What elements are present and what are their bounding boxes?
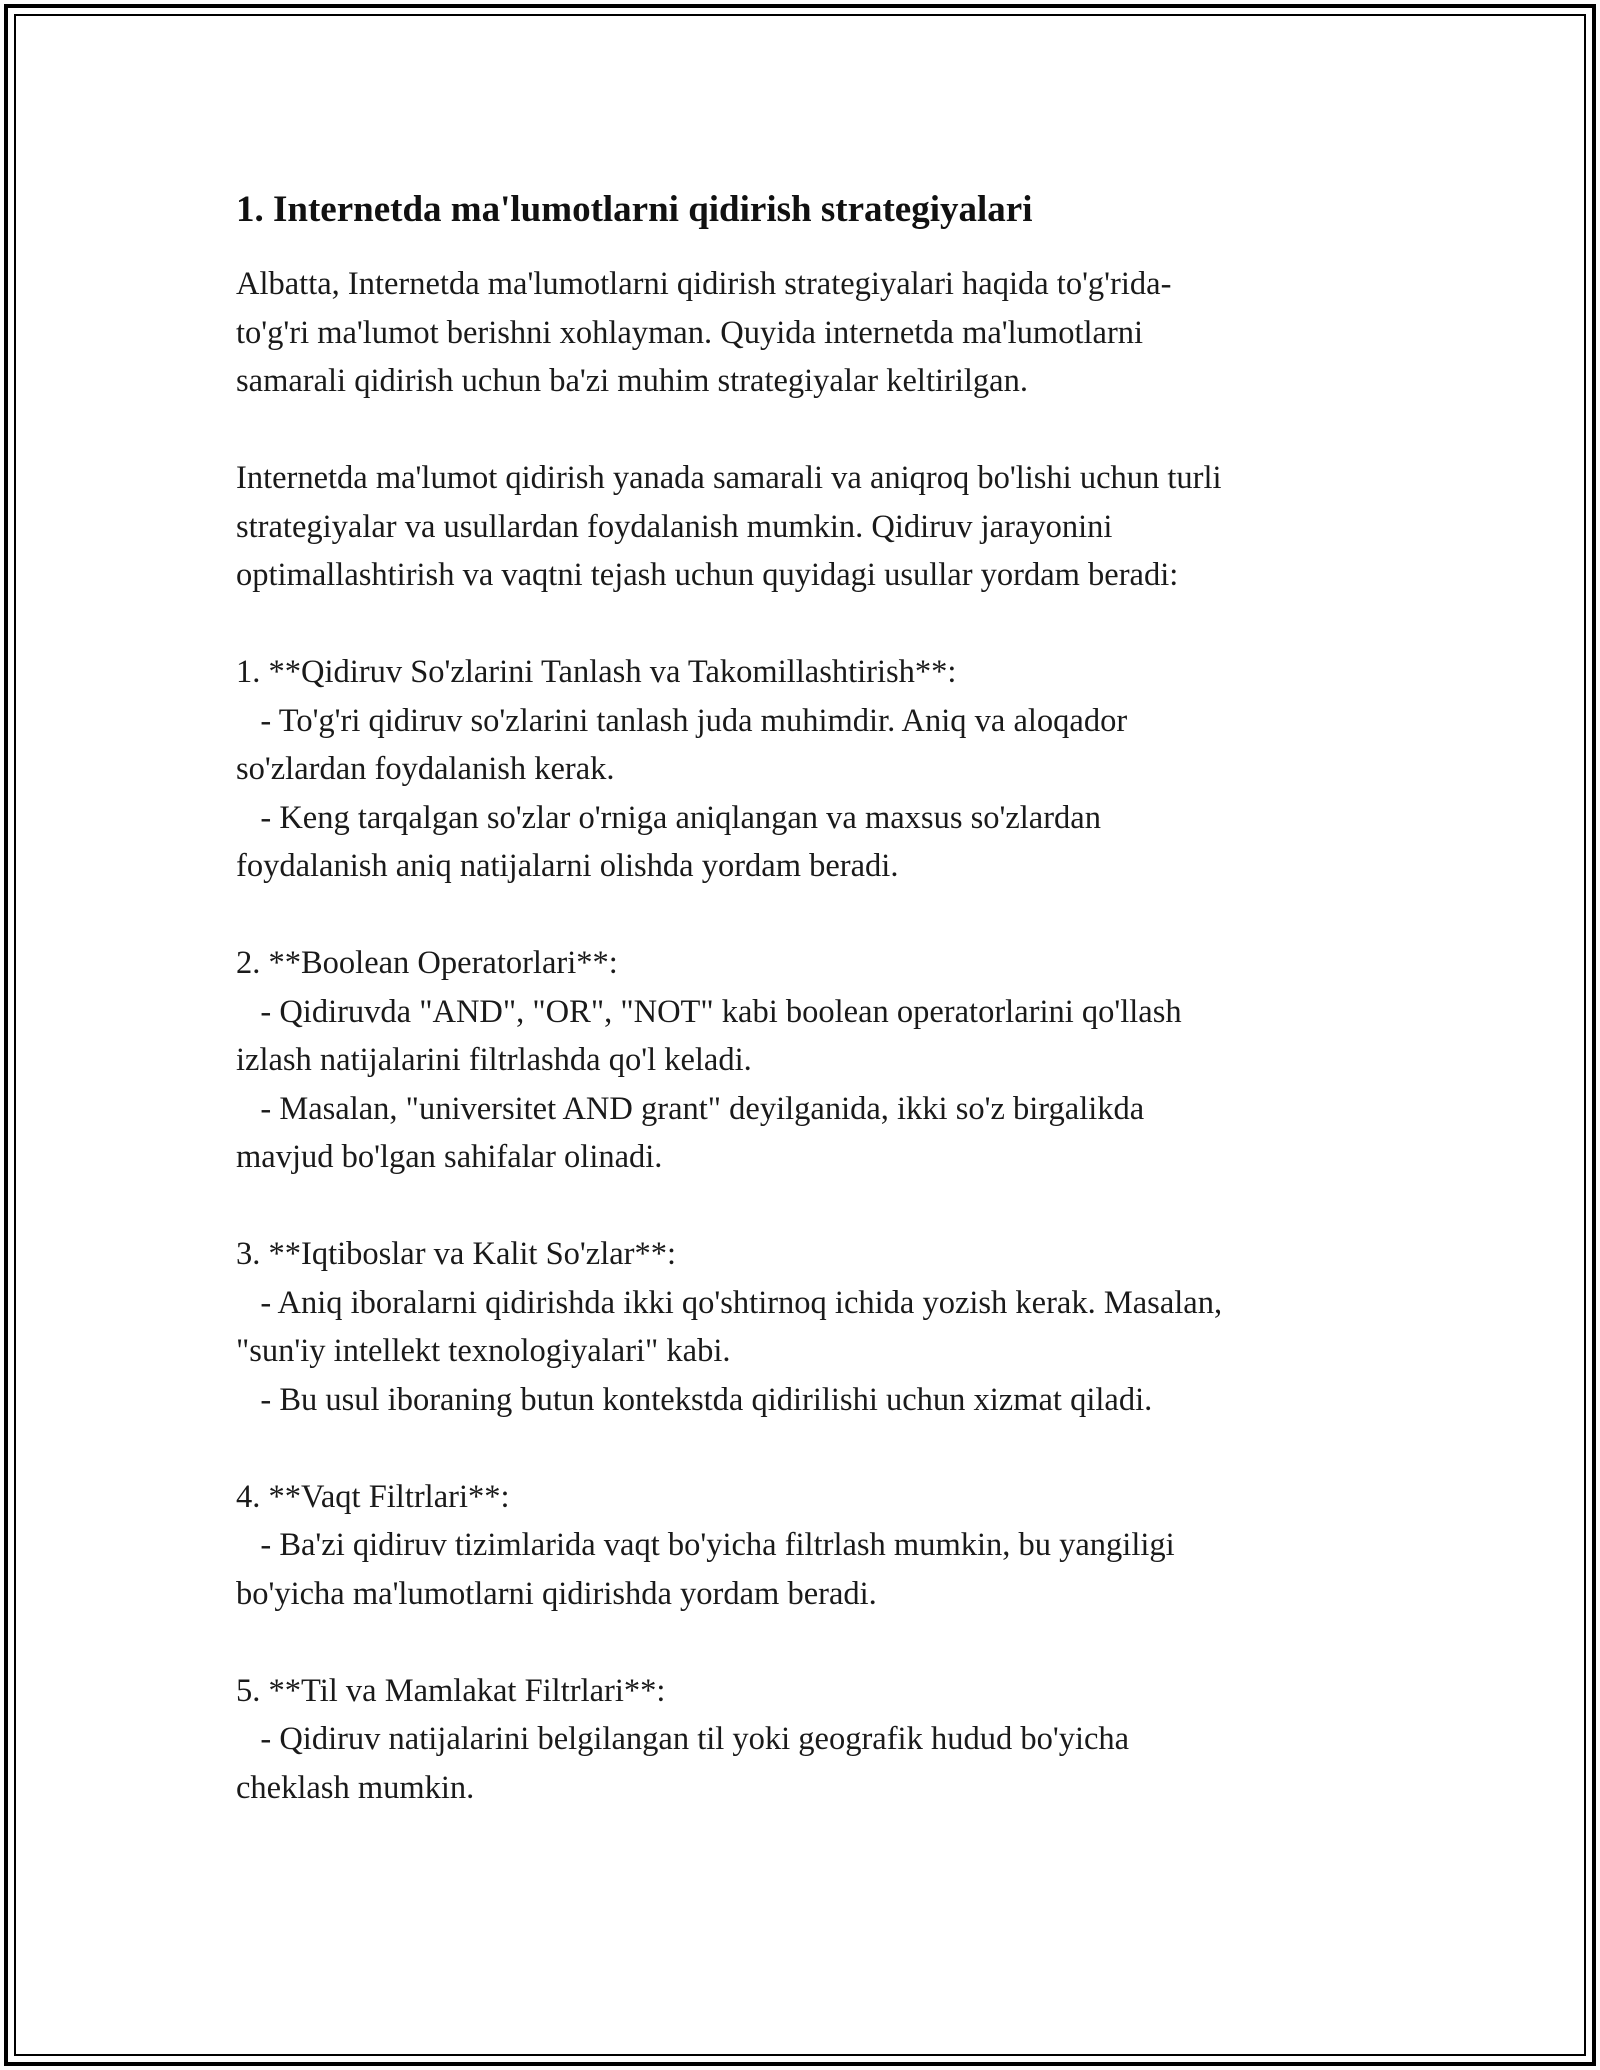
list-item: - Aniq iboralarni qidirishda ikki qo'shtirnoq ichida yozish kerak. Masalan, "sun'iy intellekt texnologiyalari" kabi.	[236, 1284, 1223, 1369]
document-body	[236, 186, 1356, 1861]
section-heading: 5. **Til va Mamlakat Filtrlari**:	[236, 1672, 666, 1709]
section-time-filters	[236, 1473, 1356, 1619]
section-boolean-operators	[236, 939, 1356, 1182]
intro-paragraph: Albatta, Internetda ma'lumotlarni qidirish strategiyalari haqida to'g'rida- to'g'ri ma'lumot berishni xohlayman. Quyida internetda ma'lumotlarni samarali qidirish uchun ba'zi muhim strategiyalar keltirilgan.	[236, 266, 1172, 399]
section-heading: 4. **Vaqt Filtrlari**:	[236, 1478, 510, 1515]
section-heading: 1. **Qidiruv So'zlarini Tanlash va Takomillashtirish**:	[236, 654, 957, 690]
list-item: - Keng tarqalgan so'zlar o'rniga aniqlangan va maxsus so'zlardan foydalanish aniq natijalarni olishda yordam beradi.	[236, 799, 1101, 884]
intro-paragraph: Internetda ma'lumot qidirish yanada samarali va aniqroq bo'lishi uchun turli strategiyalar va usullardan foydalanish mumkin. Qidiruv jarayonini optimallashtirish va vaqtni tejash uchun quyidagi usullar yordam beradi:	[236, 460, 1222, 593]
list-item: - To'g'ri qidiruv so'zlarini tanlash juda muhimdir. Aniq va aloqador so'zlardan foydalanish kerak.	[236, 702, 1128, 787]
list-item: - Qidiruvda "AND", "OR", "NOT" kabi boolean operatorlarini qo'llash izlash natijalarini filtrlashda qo'l keladi.	[236, 993, 1182, 1078]
section-heading: 2. **Boolean Operatorlari**:	[236, 945, 618, 981]
list-item: - Bu usul iboraning butun kontekstda qidirilishi uchun xizmat qiladi.	[236, 1381, 1153, 1418]
list-item: - Ba'zi qidiruv tizimlarida vaqt bo'yicha filtrlash mumkin, bu yangiligi bo'yicha ma'lumotlarni qidirishda yordam beradi.	[236, 1527, 1175, 1612]
section-language-country-filters	[236, 1667, 1356, 1813]
section-heading: 3. **Iqtiboslar va Kalit So'zlar**:	[236, 1236, 677, 1272]
section-quotes-keywords	[236, 1230, 1356, 1424]
list-item: - Masalan, "universitet AND grant" deyilganida, ikki so'z birgalikda mavjud bo'lgan sahifalar olinadi.	[236, 1090, 1145, 1175]
list-item: - Qidiruv natijalarini belgilangan til yoki geografik hudud bo'yicha cheklash mumkin.	[236, 1721, 1130, 1806]
document-title: 1. Internetda ma'lumotlarni qidirish strategiyalari	[236, 189, 1033, 230]
section-search-terms	[236, 648, 1356, 891]
